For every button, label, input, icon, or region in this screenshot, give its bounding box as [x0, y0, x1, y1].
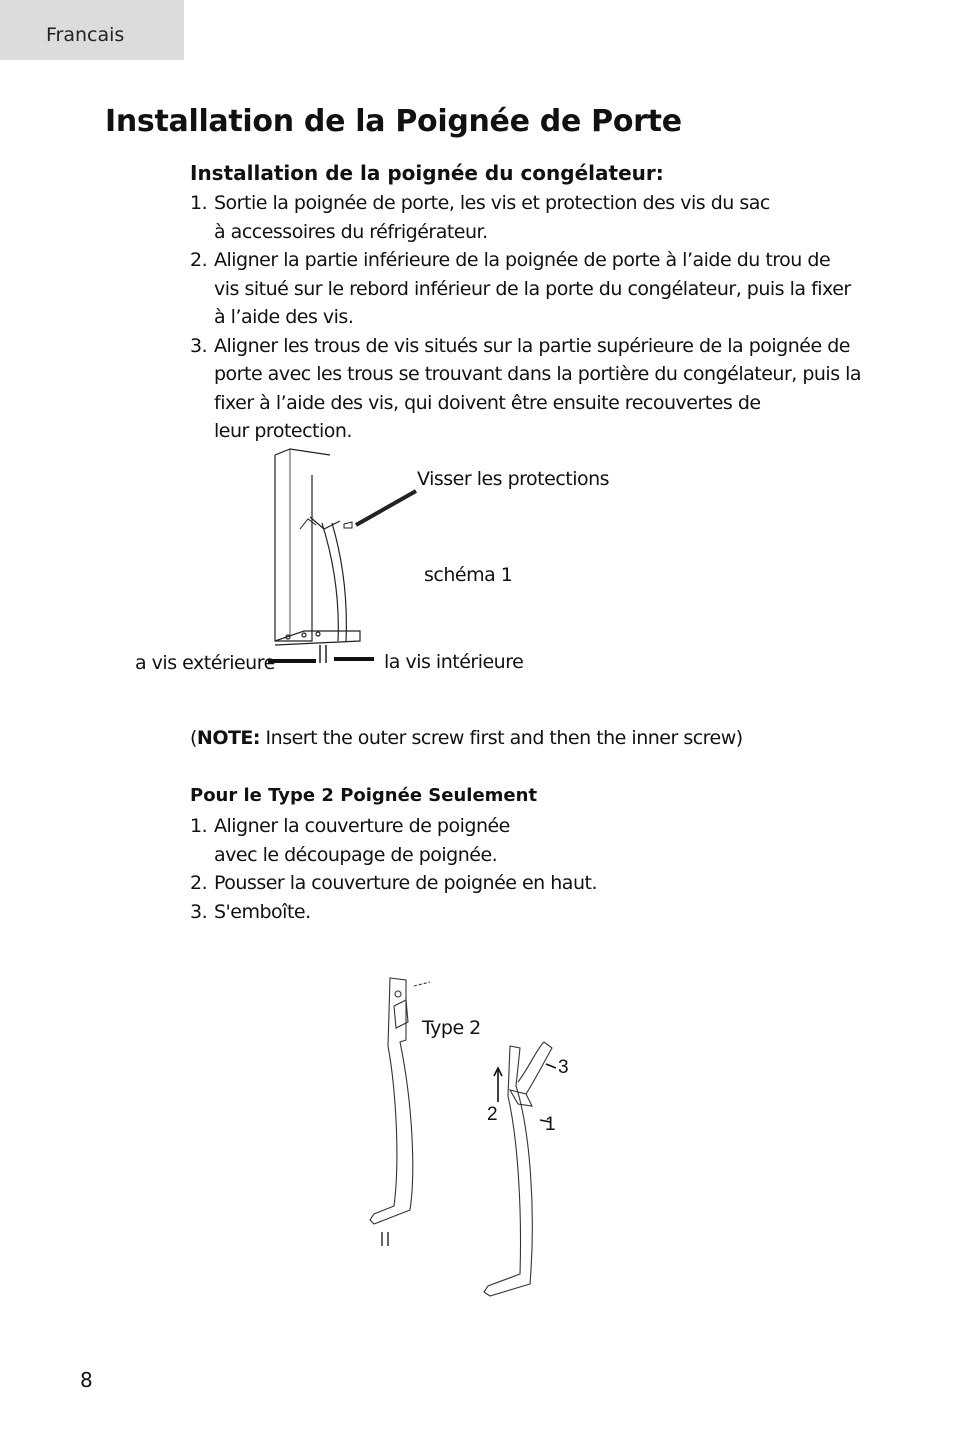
- screw-cap-icon: [344, 522, 352, 528]
- language-tab: [0, 0, 184, 60]
- page-number: 8: [80, 1368, 93, 1392]
- list-item: [190, 189, 861, 246]
- callout-2: 2: [487, 1104, 498, 1125]
- outer-pointer-line: [268, 658, 318, 664]
- note-label: NOTE:: [196, 727, 261, 749]
- list-item: [190, 332, 861, 446]
- list-item: [190, 812, 597, 869]
- figure1-label-inner: la vis intérieure: [384, 651, 524, 673]
- language-label: Francais: [46, 24, 125, 46]
- page-title: Installation de la Poignée de Porte: [105, 104, 682, 139]
- step-text: Aligner les trous de vis situés sur la partie supérieure de la poignée de porte avec les trous se trouvant dans la portière du congélateur, puis la fixer à l’aide des vis, qui doivent être ensuite recouvertes de leur protection.: [214, 334, 862, 442]
- step-number: 3.: [190, 900, 208, 923]
- type2-section-heading: Pour le Type 2 Poignée Seulement: [190, 785, 538, 806]
- list-item: [190, 898, 597, 927]
- type2-label: Type 2: [422, 1017, 481, 1039]
- step-number: 2.: [190, 249, 208, 271]
- list-item: [190, 246, 861, 332]
- type2-steps-list: [190, 812, 597, 926]
- freezer-handle-diagram: [260, 445, 430, 675]
- handle-outline: [322, 523, 346, 641]
- step-number: 3.: [190, 334, 208, 357]
- step-text: Aligner la partie inférieure de la poignée de porte à l’aide du trou de vis situé sur le rebord inférieur de la porte du congélateur, puis la fixer à l’aide des vis.: [214, 249, 851, 328]
- step-text: Pousser la couverture de poignée en haut.: [214, 872, 597, 894]
- step-number: 1.: [190, 815, 208, 837]
- figure1-label-outer: a vis extérieure: [135, 652, 275, 674]
- callout-3: 3: [558, 1057, 569, 1078]
- figure1-caption: schéma 1: [424, 564, 513, 586]
- freezer-section-heading: Installation de la poignée du congélateur:: [190, 161, 664, 185]
- note-open: (: [190, 727, 197, 749]
- step-text: Sortie la poignée de porte, les vis et protection des vis du sac à accessoires du réfrigérateur.: [214, 192, 770, 243]
- step-number: 1.: [190, 192, 208, 214]
- door-panel: [275, 455, 312, 641]
- figure1-label-top: Visser les protections: [417, 468, 610, 490]
- step-text: S'emboîte.: [214, 900, 311, 923]
- step-text: Aligner la couverture de poignée avec le découpage de poignée.: [214, 815, 510, 866]
- callout-1: 1: [545, 1114, 556, 1135]
- freezer-steps-list: [190, 189, 861, 446]
- note-body: Insert the outer screw first and then the inner screw): [260, 727, 743, 749]
- type2-handle-right: [484, 1042, 556, 1296]
- note-text: [190, 727, 743, 749]
- type2-handle-left: [370, 978, 430, 1246]
- list-item: [190, 869, 597, 898]
- screw-icon: [320, 645, 326, 663]
- inner-pointer-line: [334, 656, 376, 662]
- step-number: 2.: [190, 872, 208, 894]
